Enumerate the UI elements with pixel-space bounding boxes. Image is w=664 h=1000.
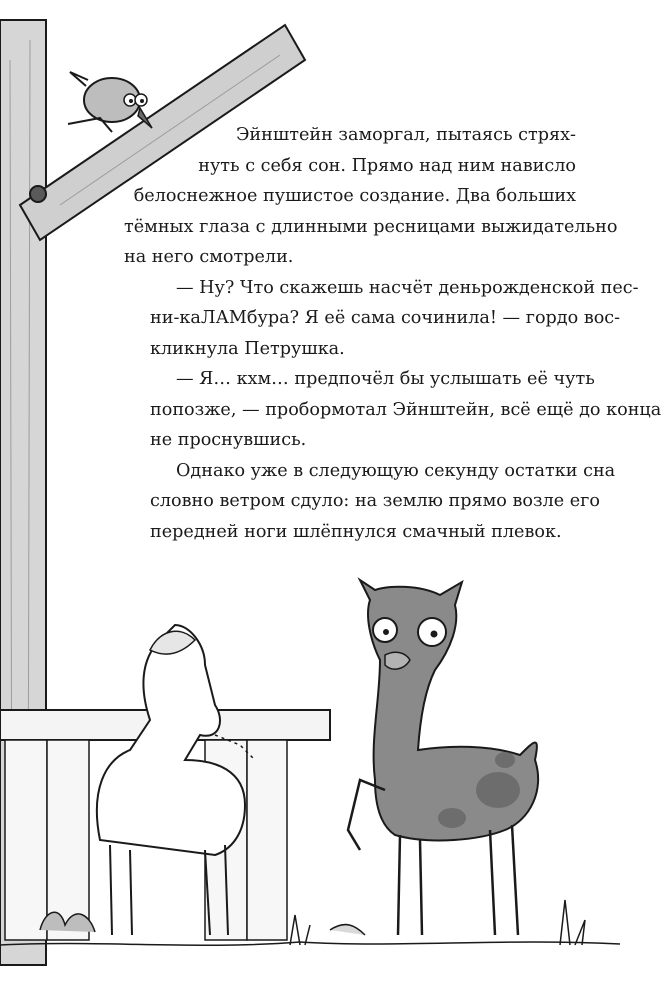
text-line: не проснувшись. bbox=[150, 430, 307, 450]
paragraph-1 bbox=[124, 120, 618, 273]
text-line: Эйнштейн заморгал, пытаясь стрях- bbox=[235, 125, 576, 145]
grass-icon bbox=[0, 900, 620, 945]
text-line: тёмных глаза с длинными ресницами выжидательно bbox=[124, 216, 618, 237]
paragraph-2 bbox=[124, 273, 639, 365]
paragraph-3 bbox=[124, 364, 662, 456]
text-line: Однако уже в следующую секунду остатки сна bbox=[176, 460, 616, 481]
grey-llama-icon bbox=[348, 580, 538, 935]
text-line: ни-каЛАМбура? Я её сама сочинила! — гордо вос- bbox=[150, 308, 621, 328]
text-line: — Я… кхм… предпочёл бы услышать её чуть bbox=[176, 369, 595, 389]
story-text bbox=[124, 120, 662, 547]
paragraph-4 bbox=[124, 456, 616, 548]
text-line: нуть с себя сон. Прямо над ним нависло bbox=[198, 155, 576, 176]
text-line: на него смотрели. bbox=[124, 247, 294, 267]
text-line: белоснежное пушистое создание. Два больших bbox=[133, 186, 576, 206]
text-line: — Ну? Что скажешь насчёт деньрожденской пес- bbox=[176, 277, 639, 298]
text-line: попозже, — пробормотал Эйнштейн, всё ещё до конца bbox=[150, 399, 662, 420]
text-line: передней ноги шлёпнулся смачный плевок. bbox=[150, 521, 562, 542]
text-line: кликнула Петрушка. bbox=[150, 338, 345, 359]
text-line: словно ветром сдуло: на землю прямо возле его bbox=[150, 491, 600, 511]
